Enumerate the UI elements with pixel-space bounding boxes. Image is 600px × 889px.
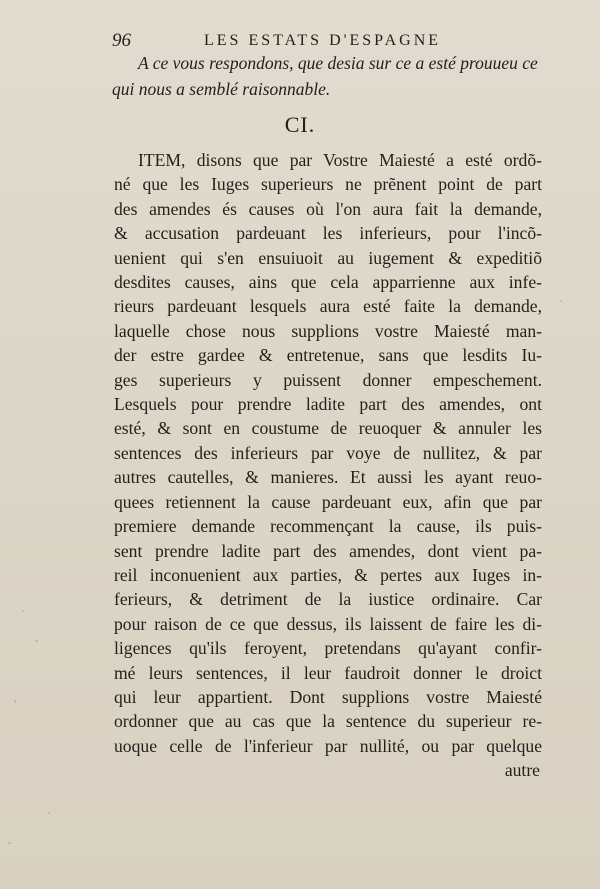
intro-response xyxy=(112,50,542,102)
body-line: mé leurs sentences, il leur faudroit donner le droict xyxy=(114,662,542,683)
body-line: ges superieurs y puissent donner empeschement. xyxy=(114,369,542,390)
intro-line: A ce vous respondons, que desia sur ce a esté prouueu ce xyxy=(138,53,538,73)
body-line: quees retiennent la cause pardeuant eux, afin que par xyxy=(114,491,542,512)
article-body xyxy=(114,148,542,783)
paper-speckle xyxy=(560,300,562,302)
body-line: der estre gardee & entretenue, sans que lesdits Iu- xyxy=(114,345,542,366)
body-line: des amendes és causes où l'on aura fait la demande, xyxy=(114,198,542,219)
paper-speckle xyxy=(22,610,24,612)
intro-line: qui nous a semblé raisonnable. xyxy=(112,79,331,99)
paper-speckle xyxy=(14,700,16,703)
body-line: ferieurs, & detriment de la iustice ordinaire. Car xyxy=(114,589,542,610)
body-line: pour raison de ce que dessus, ils laissent de faire les di- xyxy=(114,613,542,634)
paper-speckle xyxy=(8,842,11,844)
body-line: rieurs pardeuant lesquels aura esté faite la demande, xyxy=(114,296,542,317)
body-line: uoque celle de l'inferieur par nullité, ou par quelque xyxy=(114,735,542,756)
body-line: uenient qui s'en ensuiuoit au iugement & expeditiõ xyxy=(114,247,542,268)
paper-speckle xyxy=(35,640,38,642)
body-line: laquelle chose nous supplions vostre Maiesté man- xyxy=(114,320,542,341)
body-line: sentences des inferieurs par voye de nullitez, & par xyxy=(114,442,542,463)
page-number: 96 xyxy=(112,30,131,51)
body-line: autres cautelles, & manieres. Et aussi les ayant reuo- xyxy=(114,467,542,488)
catchword: autre xyxy=(504,760,540,781)
paper-speckle xyxy=(48,812,50,814)
body-line: ordonner que au cas que la sentence du superieur re- xyxy=(114,711,542,732)
running-title: LES ESTATS D'ESPAGNE xyxy=(204,32,442,49)
body-line: esté, & sont en coustume de reuoquer & annuler les xyxy=(114,418,542,439)
body-line: reil inconuenient aux parties, & pertes aux Iuges in- xyxy=(114,564,542,585)
body-line: qui leur appartient. Dont supplions vostre Maiesté xyxy=(114,686,542,707)
section-heading: CI. xyxy=(284,112,316,137)
body-line: & accusation pardeuant les inferieurs, pour l'incõ- xyxy=(114,223,542,244)
body-line: ligences qu'ils feroyent, pretendans qu'ayant confir- xyxy=(114,638,542,659)
body-line: desdites causes, ains que cela apparrienne aux infe- xyxy=(114,272,542,293)
body-line: sent prendre ladite part des amendes, dont vient pa- xyxy=(114,540,542,561)
body-line: ITEM, disons que par Vostre Maiesté a esté ordõ- xyxy=(138,150,542,170)
body-line: né que les Iuges superieurs ne prẽnent point de part xyxy=(114,174,542,195)
body-line: Lesquels pour prendre ladite part des amendes, ont xyxy=(114,394,542,415)
body-line: premiere demande recommençant la cause, ils puis- xyxy=(114,516,542,537)
